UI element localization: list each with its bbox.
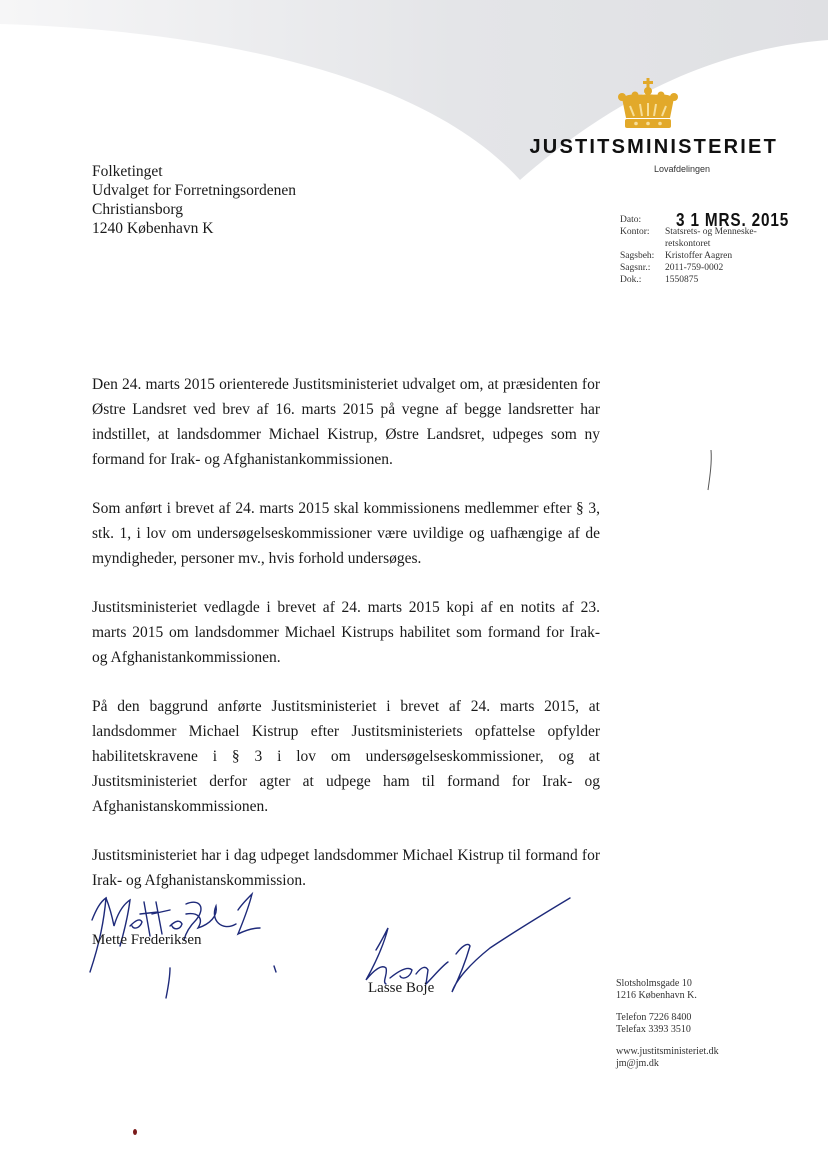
- meta-row-office: [620, 226, 785, 250]
- body-paragraph: Som anført i brevet af 24. marts 2015 skal kommissionens medlemmer efter § 3, stk. 1, i lov om undersøgelseskommissioner være uvildige og uafhængige af de myndigheder, personer mv., hvis forhold undersøges.: [92, 500, 600, 567]
- body-paragraph: Justitsministeriet vedlagde i brevet af 24. marts 2015 kopi af en notits af 23. marts 2015 om landsdommer Michael Kistrups habilitet som formand for Irak- og Afghanistankommissionen.: [92, 599, 600, 666]
- recipient-line: Christiansborg: [92, 201, 183, 218]
- meta-value: 2011-759-0002: [665, 263, 724, 273]
- address-street: Slotsholmsgade 10: [616, 978, 692, 989]
- meta-row-document: [620, 274, 785, 286]
- date-stamp: 3 1 MRS. 2015: [676, 210, 790, 230]
- ministry-address: [616, 978, 719, 1080]
- recipient-line: 1240 København K: [92, 220, 214, 237]
- recipient-address: [92, 162, 296, 238]
- signature-mark-second: [274, 898, 570, 992]
- recipient-line: Udvalget for Forretningsordenen: [92, 182, 297, 199]
- signatory-second-name: Lasse Boje: [368, 980, 435, 996]
- signatory-first-name: Mette Frederiksen: [92, 932, 202, 948]
- body-paragraph: Justitsministeriet har i dag udpeget landsdommer Michael Kistrup til formand for Irak- og Afghanistanskommission.: [92, 847, 600, 889]
- meta-label: Dato:: [620, 215, 642, 225]
- margin-pen-mark: [706, 448, 714, 492]
- address-web: www.justitsministeriet.dk: [616, 1046, 719, 1057]
- ministry-name: JUSTITSMINISTERIET: [529, 136, 778, 158]
- address-city: 1216 København K.: [616, 990, 697, 1001]
- meta-label: Sagsnr.:: [620, 263, 651, 273]
- meta-value: Statsrets- og Menneske-retskontoret: [665, 227, 757, 249]
- case-metadata: [620, 214, 785, 286]
- division-name: Lovafdelingen: [653, 164, 710, 174]
- meta-row-case-number: [620, 262, 785, 274]
- recipient-line: Folketinget: [92, 163, 163, 180]
- meta-value: 1550875: [665, 275, 699, 285]
- crown-logo-icon: [616, 76, 680, 134]
- meta-value: Kristoffer Aagren: [665, 251, 733, 261]
- meta-label: Sagsbeh:: [620, 251, 655, 261]
- body-paragraph: Den 24. marts 2015 orienterede Justitsministeriet udvalget om, at præsidenten for Østre Landsret ved brev af 16. marts 2015 på vegne af begge landsretter har indstillet, at landsdommer Michael Kistrup, Østre Landsret, udpeges som ny formand for Irak- og Afghanistankommissionen.: [92, 376, 600, 468]
- address-fax: Telefax 3393 3510: [616, 1024, 691, 1035]
- body-paragraph: På den baggrund anførte Justitsministeriet i brevet af 24. marts 2015, at landsdommer Michael Kistrup efter Justitsministeriets opfattelse opfylder habilitetskravene i § 3 i lov om undersøgelseskommissioner, og at Justitsministeriet derfor agter at udpege ham til formand for Irak- og Afghanistanskommissionen.: [92, 698, 600, 815]
- meta-row-date: [620, 214, 785, 226]
- address-phone: Telefon 7226 8400: [616, 1012, 692, 1023]
- meta-row-handler: [620, 250, 785, 262]
- ink-speck: [132, 1128, 138, 1136]
- meta-label: Dok.:: [620, 275, 642, 285]
- meta-label: Kontor:: [620, 227, 650, 237]
- address-email: jm@jm.dk: [616, 1058, 659, 1069]
- letter-body: [92, 372, 600, 917]
